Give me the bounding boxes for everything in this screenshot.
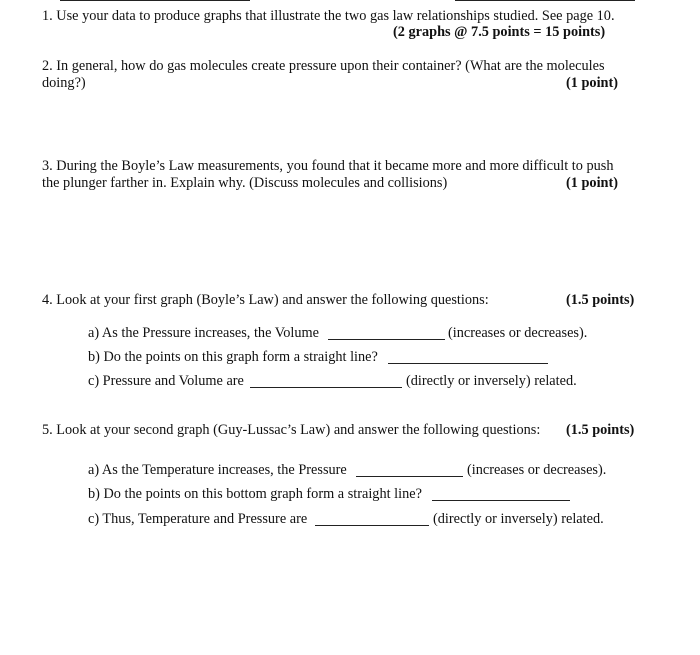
q4-prompt: 4. Look at your first graph (Boyle’s Law) and answer the following questions: (42, 292, 489, 308)
q5c-text: c) Thus, Temperature and Pressure are (88, 511, 308, 527)
top-cutoff-line-right (455, 0, 635, 1)
q4a-text: a) As the Pressure increases, the Volume (88, 325, 319, 341)
q1-text: 1. Use your data to produce graphs that illustrate the two gas law relationships studied. See page 10. (42, 8, 615, 24)
q4b-text: b) Do the points on this graph form a straight line? (88, 349, 378, 365)
q5-prompt: 5. Look at your second graph (Guy-Lussac’s Law) and answer the following questions: (42, 422, 541, 438)
q5c-hint: (directly or inversely) related. (433, 511, 604, 527)
q5c-answer-blank[interactable] (315, 525, 429, 526)
q5a-answer-blank[interactable] (356, 476, 463, 477)
top-cutoff-line (60, 0, 250, 1)
q4c-hint: (directly or inversely) related. (406, 373, 577, 389)
q4a-hint: (increases or decreases). (448, 325, 588, 341)
q3-points: (1 point) (566, 175, 619, 191)
q2-text-line2: doing?) (42, 75, 86, 91)
q3-text-line2: the plunger farther in. Explain why. (Discuss molecules and collisions) (42, 175, 448, 191)
q2-text-line1: 2. In general, how do gas molecules create pressure upon their container? (What are the molecules (42, 58, 605, 74)
q4c-text: c) Pressure and Volume are (88, 373, 244, 389)
q4a-answer-blank[interactable] (328, 339, 445, 340)
q2-points: (1 point) (566, 75, 619, 91)
q5b-text: b) Do the points on this bottom graph form a straight line? (88, 486, 422, 502)
q3-text-line1: 3. During the Boyle’s Law measurements, you found that it became more and more difficult to push (42, 158, 614, 174)
q4-points: (1.5 points) (566, 292, 635, 308)
q4c-answer-blank[interactable] (250, 387, 402, 388)
q4b-answer-blank[interactable] (388, 363, 548, 364)
q5b-answer-blank[interactable] (432, 500, 570, 501)
q5a-hint: (increases or decreases). (467, 462, 607, 478)
q5a-text: a) As the Temperature increases, the Pressure (88, 462, 347, 478)
q5-points: (1.5 points) (566, 422, 635, 438)
q1-points: (2 graphs @ 7.5 points = 15 points) (393, 24, 606, 40)
